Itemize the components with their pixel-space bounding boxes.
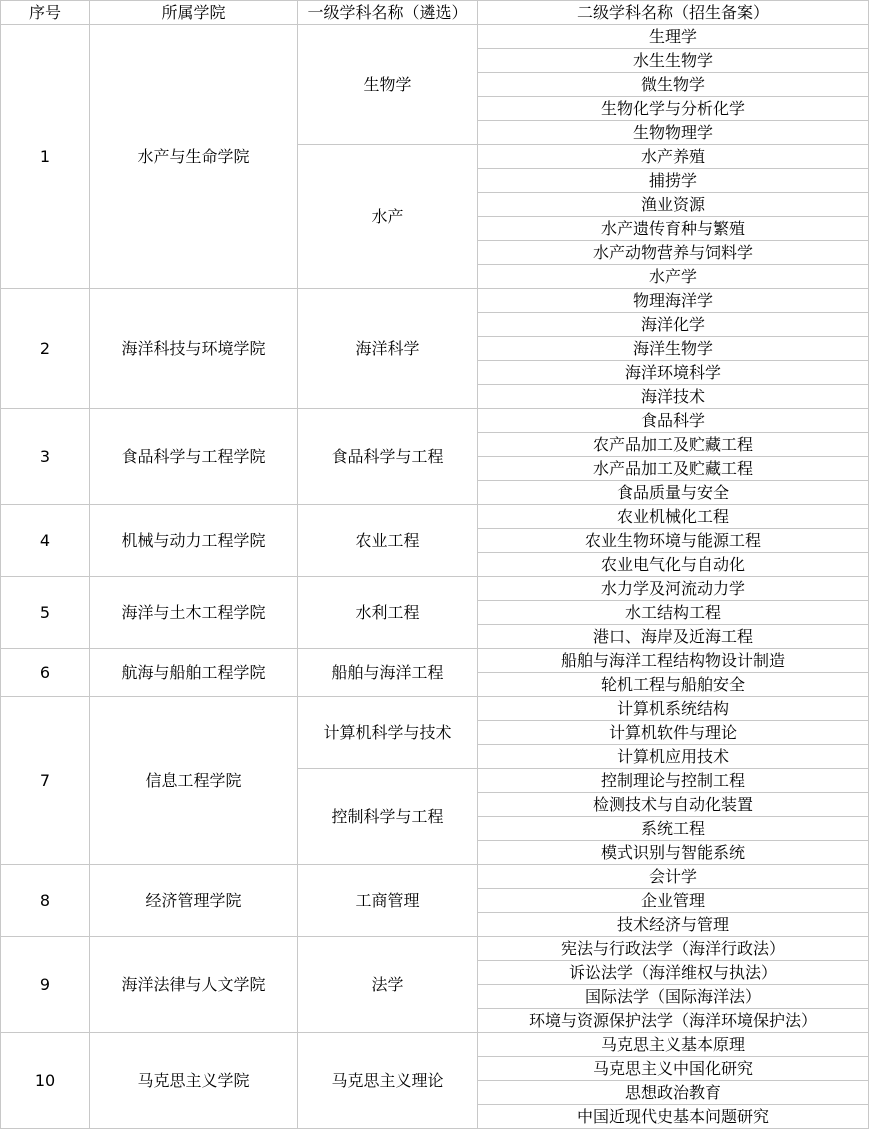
table-row	[1, 289, 869, 313]
secondary-discipline: 系统工程	[478, 817, 869, 841]
secondary-discipline: 检测技术与自动化装置	[478, 793, 869, 817]
primary-discipline: 控制科学与工程	[298, 769, 478, 865]
secondary-discipline: 水产动物营养与饲料学	[478, 241, 869, 265]
table-row	[1, 577, 869, 601]
college-name: 食品科学与工程学院	[90, 409, 298, 505]
secondary-discipline: 计算机系统结构	[478, 697, 869, 721]
primary-discipline: 食品科学与工程	[298, 409, 478, 505]
table-row	[1, 697, 869, 721]
table-row	[1, 649, 869, 673]
secondary-discipline: 水产学	[478, 265, 869, 289]
row-number: 6	[1, 649, 90, 697]
row-number: 3	[1, 409, 90, 505]
college-name: 海洋科技与环境学院	[90, 289, 298, 409]
primary-discipline: 工商管理	[298, 865, 478, 937]
secondary-discipline: 轮机工程与船舶安全	[478, 673, 869, 697]
secondary-discipline: 水产品加工及贮藏工程	[478, 457, 869, 481]
secondary-discipline: 水生生物学	[478, 49, 869, 73]
secondary-discipline: 会计学	[478, 865, 869, 889]
secondary-discipline: 海洋技术	[478, 385, 869, 409]
secondary-discipline: 生物物理学	[478, 121, 869, 145]
secondary-discipline: 海洋环境科学	[478, 361, 869, 385]
college-name: 马克思主义学院	[90, 1033, 298, 1129]
secondary-discipline: 水产养殖	[478, 145, 869, 169]
table-row	[1, 409, 869, 433]
header-primary-discipline: 一级学科名称（遴选）	[298, 1, 478, 25]
table-row	[1, 937, 869, 961]
secondary-discipline: 马克思主义中国化研究	[478, 1057, 869, 1081]
header-college: 所属学院	[90, 1, 298, 25]
secondary-discipline: 捕捞学	[478, 169, 869, 193]
secondary-discipline: 思想政治教育	[478, 1081, 869, 1105]
primary-discipline: 生物学	[298, 25, 478, 145]
secondary-discipline: 宪法与行政法学（海洋行政法）	[478, 937, 869, 961]
secondary-discipline: 生理学	[478, 25, 869, 49]
primary-discipline: 船舶与海洋工程	[298, 649, 478, 697]
header-secondary-discipline: 二级学科名称（招生备案）	[478, 1, 869, 25]
primary-discipline: 水产	[298, 145, 478, 289]
primary-discipline: 农业工程	[298, 505, 478, 577]
header-row	[1, 1, 869, 25]
secondary-discipline: 食品质量与安全	[478, 481, 869, 505]
table-header	[1, 1, 869, 25]
row-number: 8	[1, 865, 90, 937]
secondary-discipline: 模式识别与智能系统	[478, 841, 869, 865]
secondary-discipline: 渔业资源	[478, 193, 869, 217]
secondary-discipline: 企业管理	[478, 889, 869, 913]
table-row	[1, 865, 869, 889]
secondary-discipline: 计算机软件与理论	[478, 721, 869, 745]
primary-discipline: 海洋科学	[298, 289, 478, 409]
secondary-discipline: 国际法学（国际海洋法）	[478, 985, 869, 1009]
table-row	[1, 505, 869, 529]
secondary-discipline: 物理海洋学	[478, 289, 869, 313]
secondary-discipline: 技术经济与管理	[478, 913, 869, 937]
row-number: 2	[1, 289, 90, 409]
secondary-discipline: 船舶与海洋工程结构物设计制造	[478, 649, 869, 673]
secondary-discipline: 生物化学与分析化学	[478, 97, 869, 121]
secondary-discipline: 水工结构工程	[478, 601, 869, 625]
college-name: 机械与动力工程学院	[90, 505, 298, 577]
row-number: 5	[1, 577, 90, 649]
secondary-discipline: 海洋生物学	[478, 337, 869, 361]
primary-discipline: 法学	[298, 937, 478, 1033]
college-name: 航海与船舶工程学院	[90, 649, 298, 697]
table-row	[1, 1033, 869, 1057]
row-number: 1	[1, 25, 90, 289]
secondary-discipline: 环境与资源保护法学（海洋环境保护法）	[478, 1009, 869, 1033]
college-name: 信息工程学院	[90, 697, 298, 865]
college-name: 海洋法律与人文学院	[90, 937, 298, 1033]
row-number: 7	[1, 697, 90, 865]
college-name: 经济管理学院	[90, 865, 298, 937]
row-number: 4	[1, 505, 90, 577]
secondary-discipline: 计算机应用技术	[478, 745, 869, 769]
row-number: 10	[1, 1033, 90, 1129]
secondary-discipline: 农业机械化工程	[478, 505, 869, 529]
secondary-discipline: 微生物学	[478, 73, 869, 97]
table-row	[1, 25, 869, 49]
college-name: 海洋与土木工程学院	[90, 577, 298, 649]
secondary-discipline: 港口、海岸及近海工程	[478, 625, 869, 649]
row-number: 9	[1, 937, 90, 1033]
secondary-discipline: 水力学及河流动力学	[478, 577, 869, 601]
secondary-discipline: 农业电气化与自动化	[478, 553, 869, 577]
secondary-discipline: 马克思主义基本原理	[478, 1033, 869, 1057]
secondary-discipline: 农产品加工及贮藏工程	[478, 433, 869, 457]
secondary-discipline: 海洋化学	[478, 313, 869, 337]
secondary-discipline: 农业生物环境与能源工程	[478, 529, 869, 553]
secondary-discipline: 水产遗传育种与繁殖	[478, 217, 869, 241]
secondary-discipline: 控制理论与控制工程	[478, 769, 869, 793]
header-no: 序号	[1, 1, 90, 25]
primary-discipline: 水利工程	[298, 577, 478, 649]
table-body	[1, 25, 869, 1129]
primary-discipline: 马克思主义理论	[298, 1033, 478, 1129]
secondary-discipline: 诉讼法学（海洋维权与执法）	[478, 961, 869, 985]
secondary-discipline: 食品科学	[478, 409, 869, 433]
college-name: 水产与生命学院	[90, 25, 298, 289]
secondary-discipline: 中国近现代史基本问题研究	[478, 1105, 869, 1129]
primary-discipline: 计算机科学与技术	[298, 697, 478, 769]
